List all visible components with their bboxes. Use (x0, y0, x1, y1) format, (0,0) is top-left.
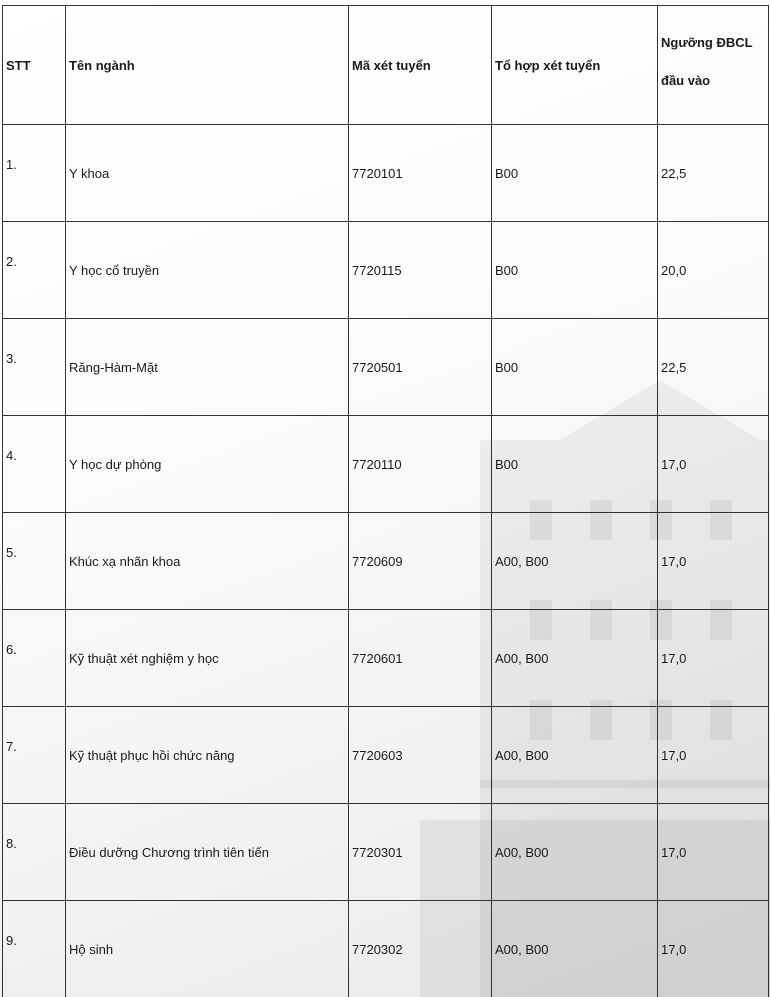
row-major-name: Y khoa (66, 125, 349, 222)
header-major-name: Tên ngành (66, 6, 349, 125)
table-row (3, 804, 769, 901)
row-stt: 7. (3, 707, 66, 804)
row-admission-code: 7720501 (349, 319, 492, 416)
table-row (3, 125, 769, 222)
row-admission-code: 7720603 (349, 707, 492, 804)
row-stt: 5. (3, 513, 66, 610)
header-stt: STT (3, 6, 66, 125)
row-subject-combination: B00 (492, 319, 658, 416)
row-admission-code: 7720301 (349, 804, 492, 901)
row-subject-combination: B00 (492, 416, 658, 513)
row-stt: 1. (3, 125, 66, 222)
row-subject-combination: A00, B00 (492, 707, 658, 804)
row-threshold: 20,0 (658, 222, 769, 319)
row-threshold: 17,0 (658, 707, 769, 804)
row-major-name: Y học dự phòng (66, 416, 349, 513)
row-subject-combination: B00 (492, 222, 658, 319)
row-stt: 3. (3, 319, 66, 416)
row-admission-code: 7720601 (349, 610, 492, 707)
row-subject-combination: B00 (492, 125, 658, 222)
row-stt: 4. (3, 416, 66, 513)
row-major-name: Kỹ thuật phục hồi chức năng (66, 707, 349, 804)
row-subject-combination: A00, B00 (492, 610, 658, 707)
table-row (3, 222, 769, 319)
row-major-name: Khúc xạ nhãn khoa (66, 513, 349, 610)
row-admission-code: 7720609 (349, 513, 492, 610)
table-row (3, 416, 769, 513)
row-admission-code: 7720110 (349, 416, 492, 513)
row-threshold: 17,0 (658, 804, 769, 901)
row-major-name: Răng-Hàm-Mặt (66, 319, 349, 416)
row-threshold: 17,0 (658, 901, 769, 997)
row-threshold: 17,0 (658, 416, 769, 513)
row-stt: 8. (3, 804, 66, 901)
row-major-name: Y học cổ truyền (66, 222, 349, 319)
table-row (3, 707, 769, 804)
header-admission-code: Mã xét tuyển (349, 6, 492, 125)
row-admission-code: 7720101 (349, 125, 492, 222)
row-admission-code: 7720115 (349, 222, 492, 319)
row-stt: 9. (3, 901, 66, 997)
row-subject-combination: A00, B00 (492, 804, 658, 901)
row-admission-code: 7720302 (349, 901, 492, 997)
table-row (3, 901, 769, 997)
row-threshold: 22,5 (658, 319, 769, 416)
header-subject-combination: Tổ hợp xét tuyển (492, 6, 658, 125)
table-row (3, 319, 769, 416)
row-threshold: 17,0 (658, 610, 769, 707)
header-threshold-line2: đầu vào (661, 73, 711, 88)
table-row (3, 513, 769, 610)
row-stt: 6. (3, 610, 66, 707)
row-major-name: Hộ sinh (66, 901, 349, 997)
row-subject-combination: A00, B00 (492, 513, 658, 610)
header-threshold (658, 6, 769, 125)
admissions-table (2, 5, 769, 997)
table-row (3, 610, 769, 707)
row-major-name: Điều dưỡng Chương trình tiên tiến (66, 804, 349, 901)
row-subject-combination: A00, B00 (492, 901, 658, 997)
row-major-name: Kỹ thuật xét nghiệm y học (66, 610, 349, 707)
row-threshold: 17,0 (658, 513, 769, 610)
row-stt: 2. (3, 222, 66, 319)
row-threshold: 22,5 (658, 125, 769, 222)
table-header-row (3, 6, 769, 125)
header-threshold-line1: Ngưỡng ĐBCL (661, 35, 753, 50)
